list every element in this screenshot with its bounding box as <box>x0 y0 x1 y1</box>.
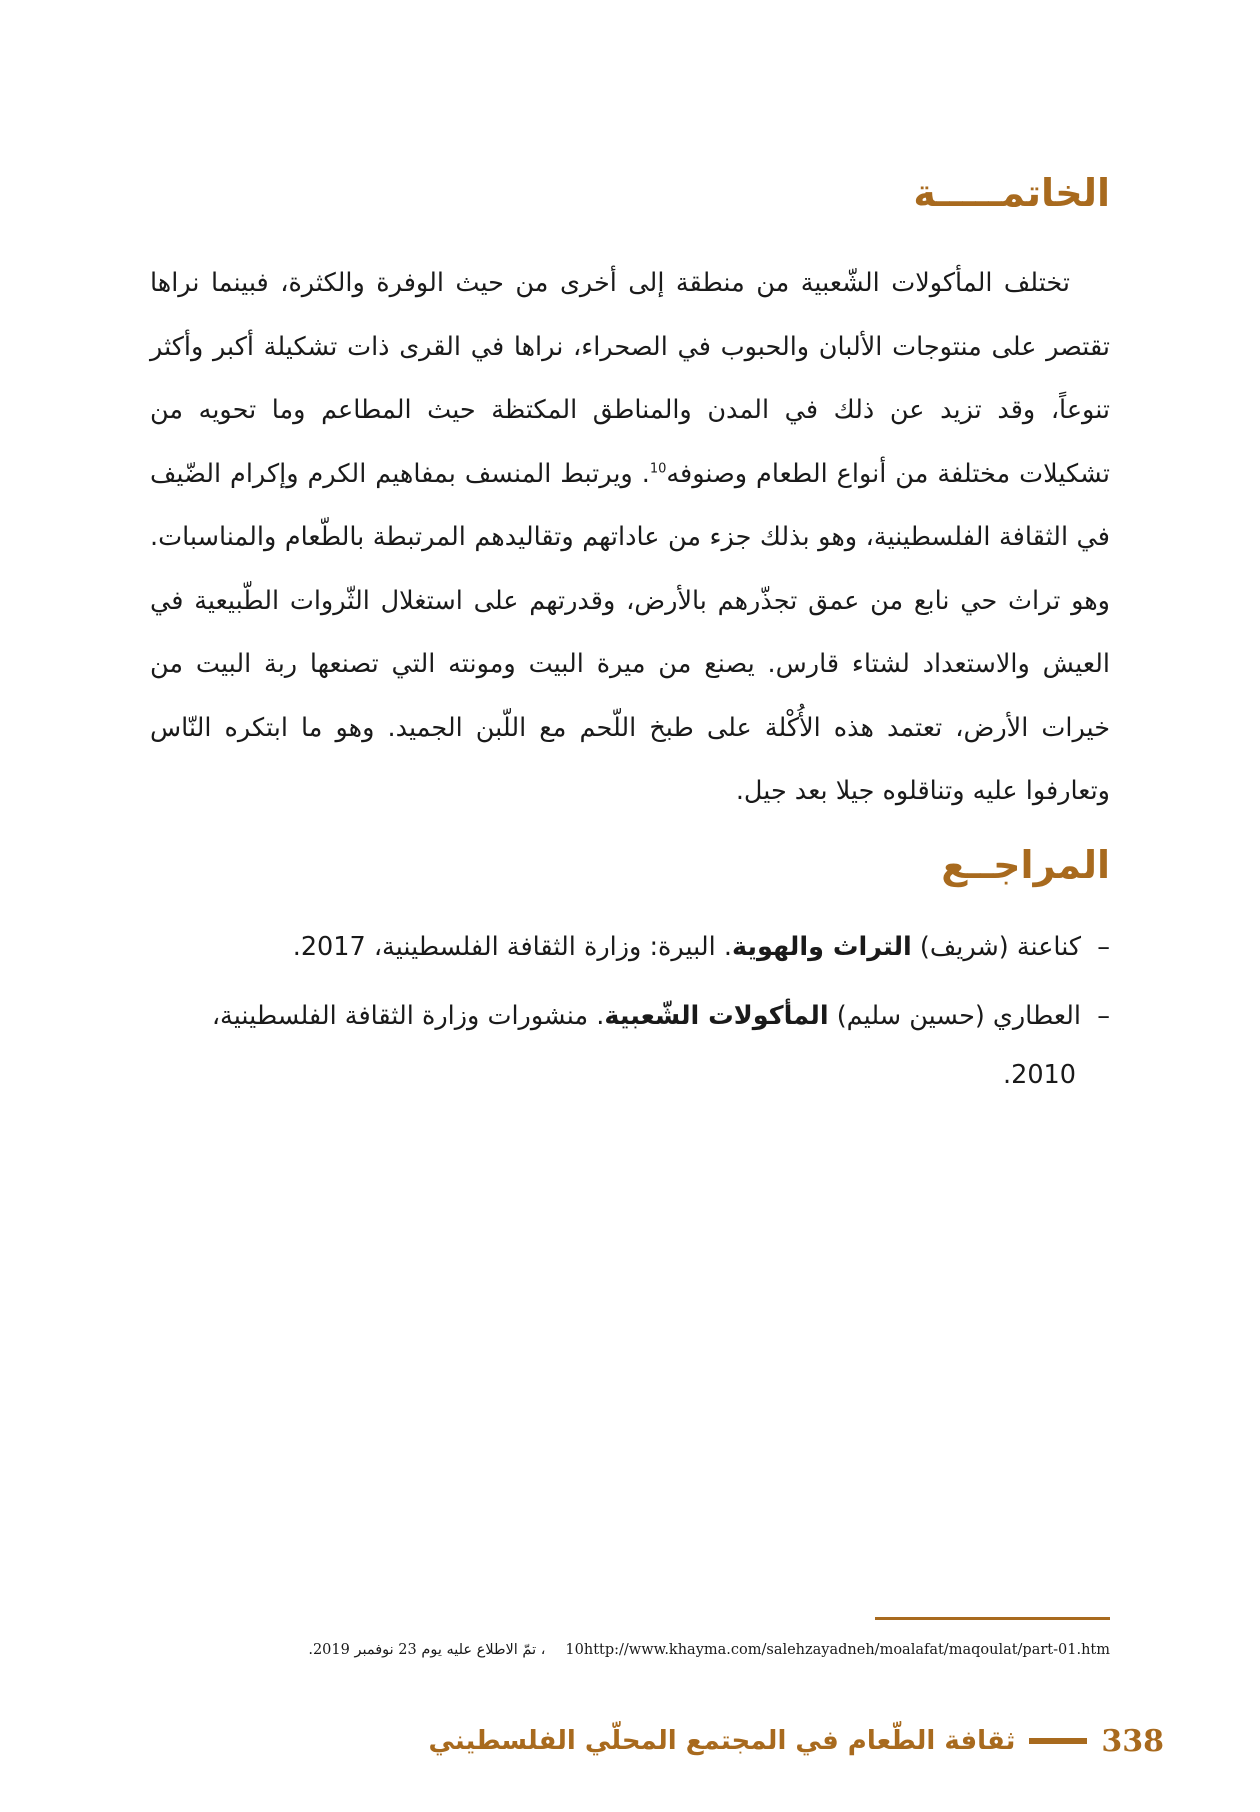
reference-bullet: – <box>1097 932 1110 962</box>
footnote-url[interactable]: http://www.khayma.com/salehzayadneh/moalafat/maqoulat/part-01.htm <box>583 1642 1110 1658</box>
reference-author: كناعنة (شريف) <box>919 932 1082 962</box>
conclusion-heading: الخاتمـــــة <box>913 171 1110 215</box>
footnote-number: 10 <box>565 1642 584 1658</box>
footnote-reference[interactable]: 10 <box>649 461 667 476</box>
reference-publication: . منشورات وزارة الثقافة الفلسطينية، 2010. <box>211 1001 1076 1090</box>
reference-author: العطاري (حسين سليم) <box>836 1001 1082 1031</box>
references-list <box>150 918 1110 1115</box>
references-heading: المراجــع <box>941 843 1110 887</box>
footnote-separator <box>875 1617 1110 1620</box>
reference-title: المأكولات الشّعبية <box>604 1001 829 1031</box>
reference-item <box>150 918 1110 977</box>
page-number: 338 <box>1101 1723 1164 1759</box>
conclusion-paragraph <box>150 252 1110 824</box>
footnote <box>150 1638 1110 1662</box>
conclusion-text-part-1: تختلف المأكولات الشّعبية من منطقة إلى أخرى من حيث الوفرة والكثرة، فبينما نراها تقتصر على منتوجات الألبان والحبوب في الصحراء، نراها في القرى ذات تشكيلة أكبر وأكثر تنوعاً، وقد تزيد عن ذلك في المدن والمناطق المكتظة حيث المطاعم وما تحويه من تشكيلات مختلفة من أنواع الطعام وصنوفه <box>150 268 1110 489</box>
conclusion-text-part-2: . ويرتبط المنسف بمفاهيم الكرم وإكرام الضّيف في الثقافة الفلسطينية، وهو بذلك جزء من عاداتهم وتقاليدهم المرتبطة بالطّعام والمناسبات. وهو تراث حي نابع من عمق تجذّرهم بالأرض، وقدرتهم على استغلال الثّروات الطّبيعية في العيش والاستعداد لشتاء قارس. يصنع من ميرة البيت ومونته التي تصنعها ربة البيت من خيرات الأرض، تعتمد هذه الأُكْلة على طبخ اللّحم مع اللّبن الجميد. وهو ما ابتكره النّاس وتعارفوا عليه وتناقلوه جيلا بعد جيل. <box>150 458 1110 806</box>
reference-item <box>150 987 1110 1105</box>
reference-title: التراث والهوية <box>731 932 912 962</box>
conclusion-body <box>150 252 1110 824</box>
footnote-text: ، تمّ الاطلاع عليه يوم 23 نوفمبر 2019. <box>308 1642 546 1658</box>
running-title: ثقافة الطّعام في المجتمع المحلّي الفلسطيني <box>428 1726 1016 1756</box>
reference-bullet: – <box>1097 1001 1110 1031</box>
reference-publication: . البيرة: وزارة الثقافة الفلسطينية، 2017. <box>292 932 732 962</box>
page-footer <box>429 1716 1164 1766</box>
footer-divider <box>1029 1738 1087 1744</box>
